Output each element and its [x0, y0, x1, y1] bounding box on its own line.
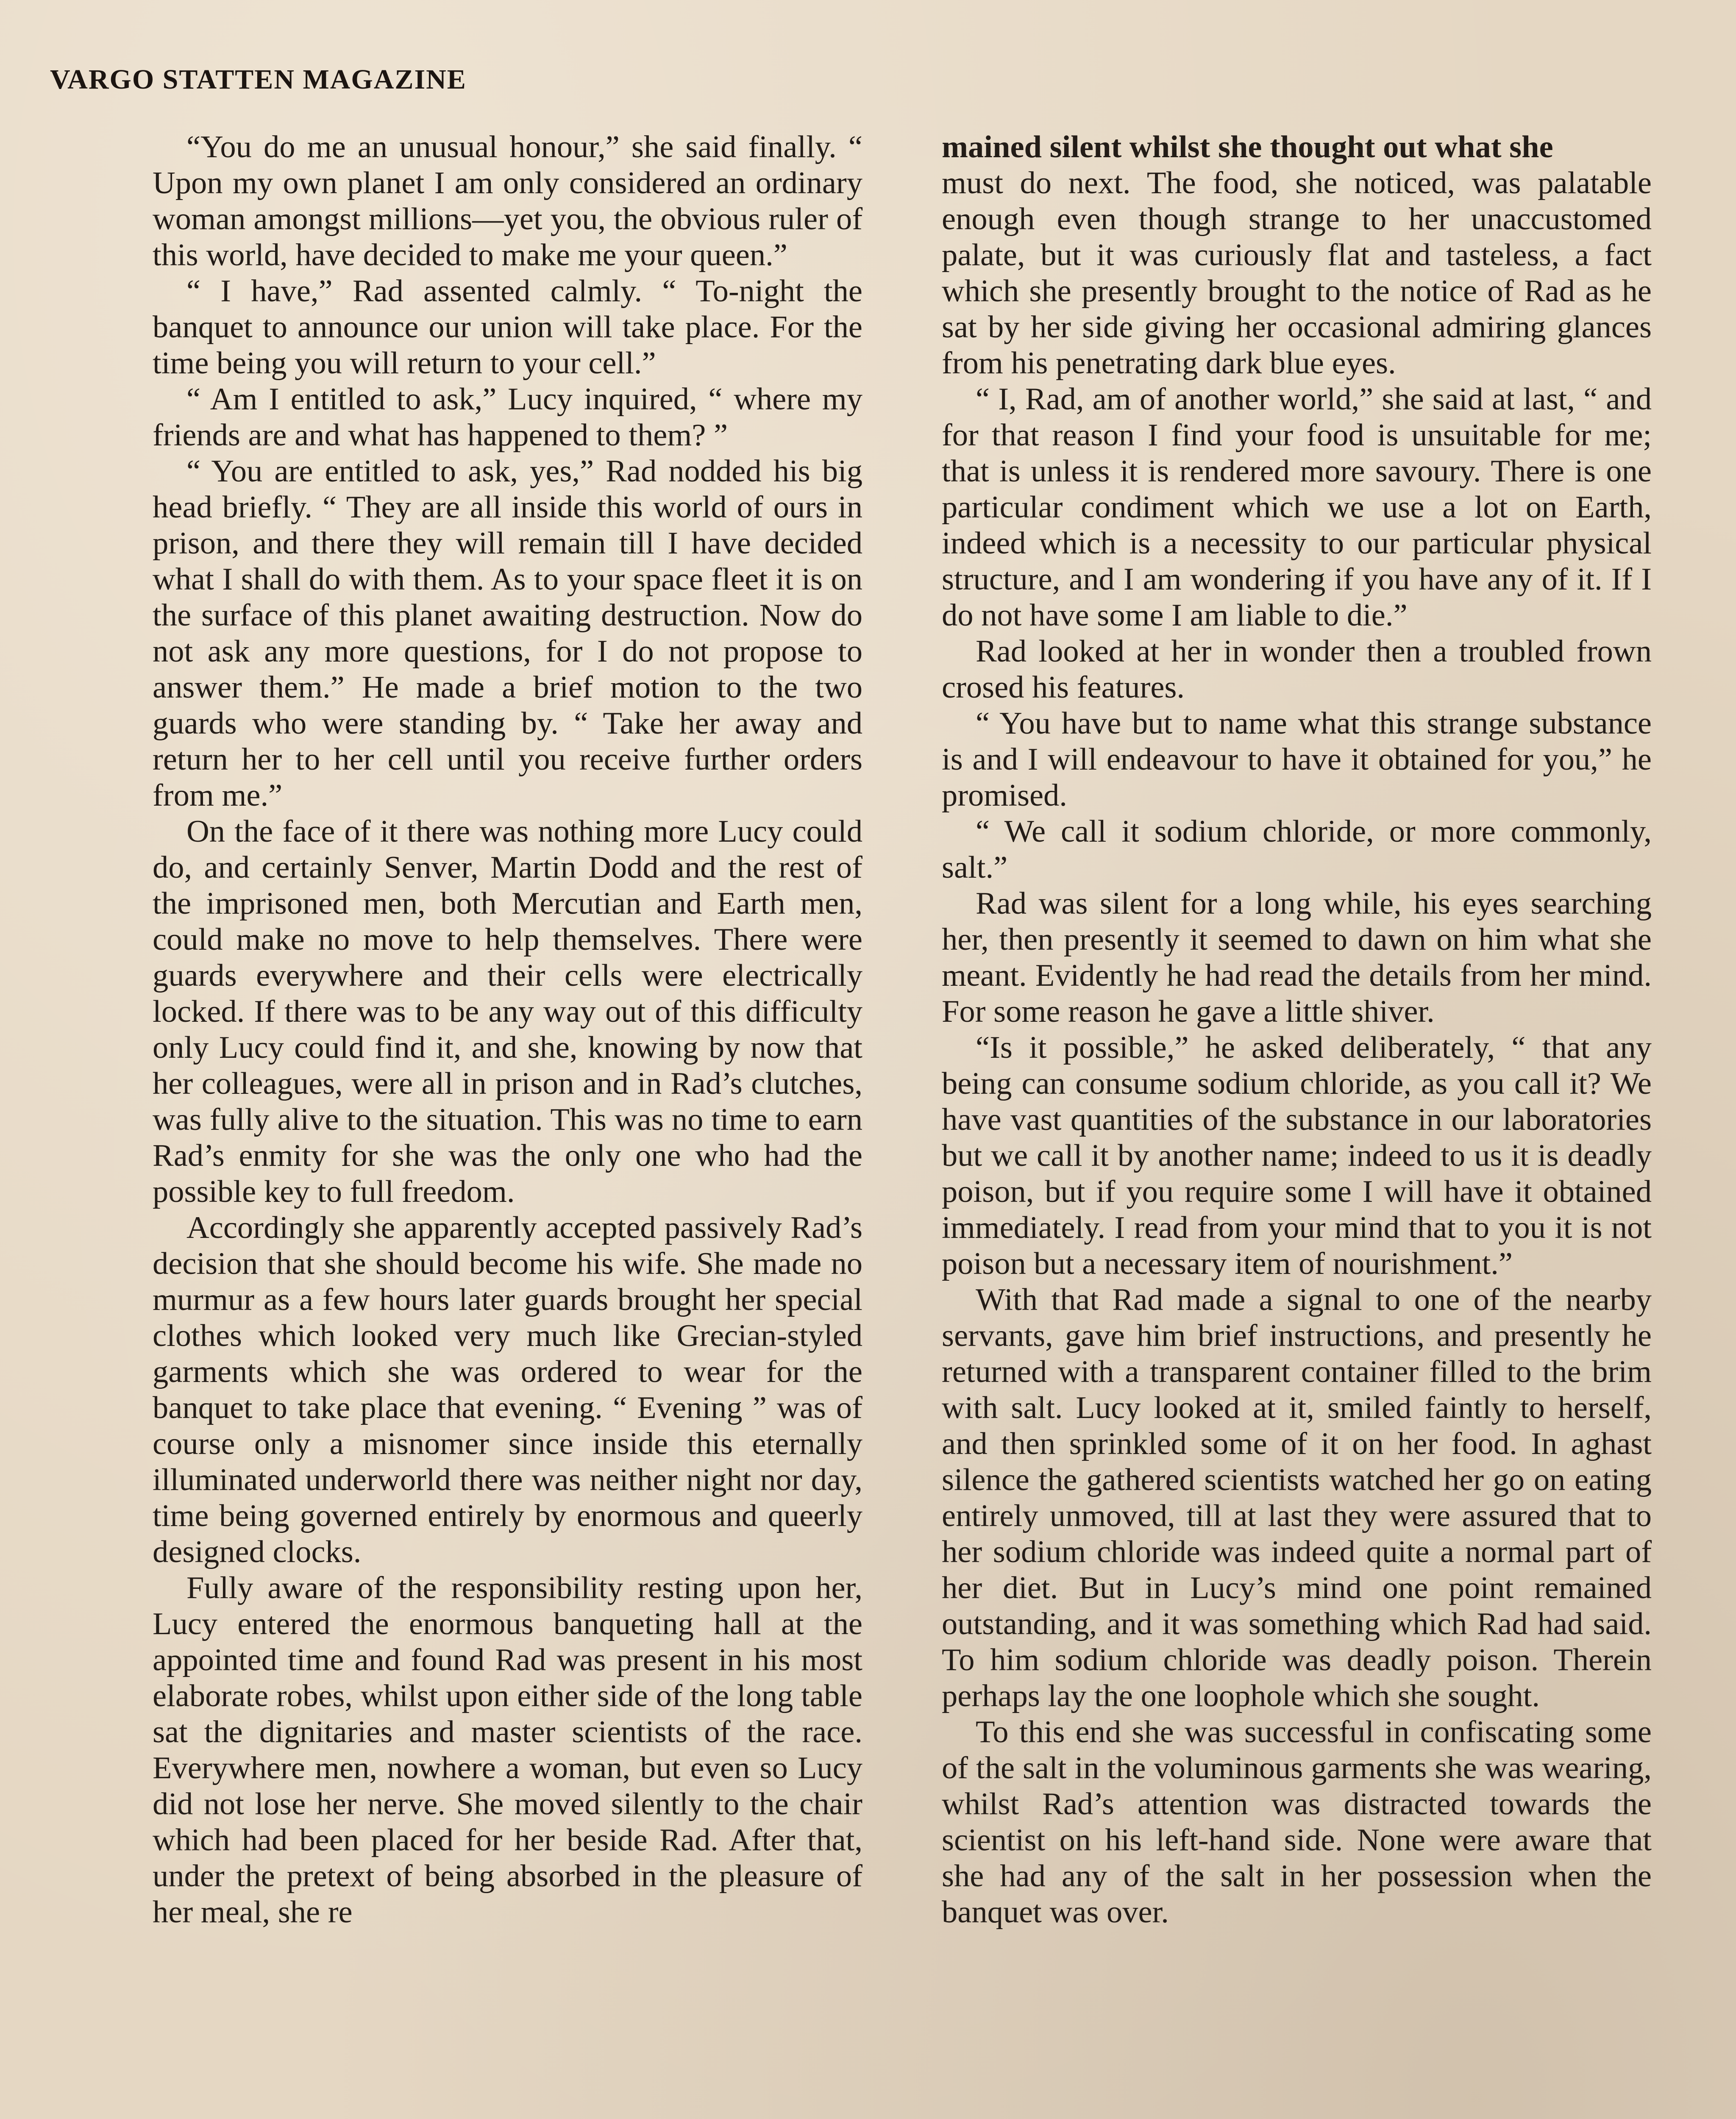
- left-column: [153, 129, 862, 1930]
- paragraph: “ You are entitled to ask, yes,” Rad nodded his big head briefly. “ They are all inside this world of ours in prison, and there they will remain till I have decided what I shall do with them. As to your space fleet it is on the surface of this planet awaiting destruction. Now do not ask any more questions, for I do not propose to answer them.” He made a brief motion to the two guards who were standing by. “ Take her away and return her to her cell until you receive further orders from me.”: [153, 454, 862, 813]
- paragraph: “ You have but to name what this strange substance is and I will endeavour to have it obtained for you,” he promised.: [942, 706, 1652, 813]
- paragraph: To this end she was successful in confiscating some of the salt in the voluminous garments she was wearing, whilst Rad’s attention was distracted towards the scientist on his left-hand side. None were aware that she had any of the salt in her possession when the banquet was over.: [942, 1715, 1652, 1930]
- running-title: VARGO STATTEN MAGAZINE: [50, 64, 467, 95]
- paragraph: “ Am I entitled to ask,” Lucy inquired, “ where my friends are and what has happened to them? ”: [153, 382, 862, 453]
- paragraph: Rad was silent for a long while, his eyes searching her, then presently it seemed to dawn on him what she meant. Evidently he had read the details from her mind. For some reason he gave a little shiver.: [942, 886, 1652, 1029]
- paragraph: Accordingly she apparently accepted passively Rad’s decision that she should become his wife. She made no murmur as a few hours later guards brought her special clothes which looked very much like Grecian-styled garments which she was ordered to wear for the banquet to take place that evening. “ Evening ” was of course only a misnomer since inside this eternally illuminated underworld there was neither night nor day, time being governed entirely by enormous and queerly designed clocks.: [153, 1210, 862, 1569]
- paragraph: “ I, Rad, am of another world,” she said at last, “ and for that reason I find your food is unsuitable for me; that is unless it is rendered more savoury. There is one particular condiment which we use a lot on Earth, indeed which is a necessity to our particular physical structure, and I am wondering if you have any of it. If I do not have some I am liable to die.”: [942, 382, 1652, 633]
- paragraph: must do next. The food, she noticed, was palatable enough even though strange to her unaccustomed palate, but it was curiously flat and tasteless, a fact which she presently brought to the notice of Rad as he sat by her side giving her occasional admiring glances from his penetrating dark blue eyes.: [942, 166, 1652, 381]
- paragraph: “Is it possible,” he asked deliberately, “ that any being can consume sodium chloride, as you call it? We have vast quantities of the substance in our laboratories but we call it by another name; indeed to us it is deadly poison, but if you require some I will have it obtained immediately. I read from your mind that to you it is not poison but a necessary item of nourishment.”: [942, 1030, 1652, 1281]
- paragraph: With that Rad made a signal to one of the nearby servants, gave him brief instructions, and presently he returned with a transparent container filled to the brim with salt. Lucy looked at it, smiled faintly to herself, and then sprinkled some of it on her food. In aghast silence the gathered scientists watched her go on eating entirely unmoved, till at last they were assured that to her sodium chloride was indeed quite a normal part of her diet. But in Lucy’s mind one point remained outstanding, and it was something which Rad had said. To him sodium chloride was deadly poison. Therein perhaps lay the one loophole which she sought.: [942, 1282, 1652, 1713]
- paragraph: Fully aware of the responsibility resting upon her, Lucy entered the enormous banqueting hall at the appointed time and found Rad was present in his most elaborate robes, whilst upon either side of the long table sat the dignitaries and master scientists of the race. Everywhere men, nowhere a woman, but even so Lucy did not lose her nerve. She moved silently to the chair which had been placed for her beside Rad. After that, under the pretext of being absorbed in the pleasure of her meal, she re: [153, 1571, 862, 1930]
- paragraph: “You do me an unusual honour,” she said finally. “ Upon my own planet I am only considered an ordinary woman amongst millions—yet you, the obvious ruler of this world, have decided to make me your queen.”: [153, 130, 862, 273]
- paragraph: “ I have,” Rad assented calmly. “ To-night the banquet to announce our union will take place. For the time being you will return to your cell.”: [153, 274, 862, 381]
- paragraph: On the face of it there was nothing more Lucy could do, and certainly Senver, Martin Dodd and the rest of the imprisoned men, both Mercutian and Earth men, could make no move to help themselves. There were guards everywhere and their cells were electrically locked. If there was to be any way out of this difficulty only Lucy could find it, and she, knowing by now that her colleagues, were all in prison and in Rad’s clutches, was fully alive to the situation. This was no time to earn Rad’s enmity for she was the only one who had the possible key to full freedom.: [153, 814, 862, 1209]
- paragraph: Rad looked at her in wonder then a troubled frown crosed his features.: [942, 634, 1652, 705]
- paragraph: “ We call it sodium chloride, or more commonly, salt.”: [942, 814, 1652, 885]
- continued-line: mained silent whilst she thought out what she: [942, 130, 1553, 164]
- right-column: [942, 129, 1652, 1930]
